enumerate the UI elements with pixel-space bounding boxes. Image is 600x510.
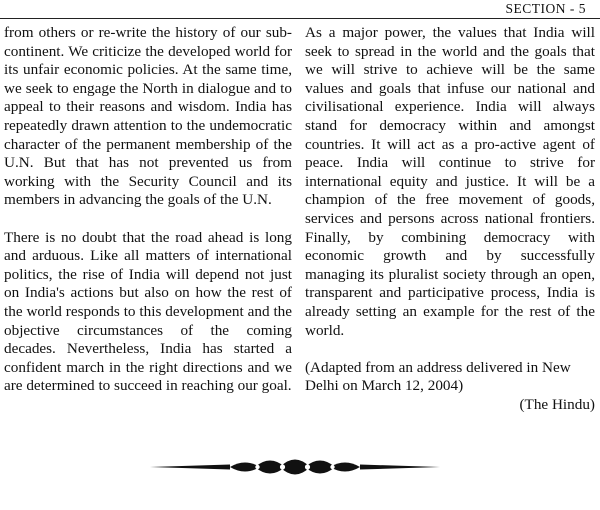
left-paragraph-1: from others or re-write the history of our sub-continent. We criticize the developed world for its unfair economic policies. At the same time, we seek to engage the North in dialogue and to appeal to their reasons and wisdom. India has repeatedly drawn attention to the undemocratic character of the permanent membership of the U.N. But that has not prevented us from working with the Security Council and its members in advancing the goals of the U.N. — [4, 24, 292, 209]
section-label: SECTION - 5 — [505, 1, 586, 16]
header-rule — [0, 18, 600, 19]
left-paragraph-2: There is no doubt that the road ahead is long and arduous. Like all matters of international politics, the rise of India will depend not just on India's actions but also on how the rest of the world responds to this development and the objective circumstances of the coming decades. Nevertheless, India has started a confident march in the right directions and we are determined to succeed in reaching our goal. — [4, 228, 292, 395]
right-paragraph-1: As a major power, the values that India will seek to spread in the world and the goals that we will strive to achieve will be the same values and goals that infuse our national and civilisational experience. India will always stand for democracy within and amongst countries. It will act as a pro-active agent of peace. India will continue to strive for international equity and justice. It will be a champion of the free movement of goods, services and persons across national frontiers. Finally, by combining democracy with economic growth and by successfully managing its pluralist society through an open, transparent and participative process, India is already setting an example for the rest of the world. — [305, 24, 595, 339]
left-column — [4, 24, 292, 396]
source-attribution: (The Hindu) — [519, 395, 595, 413]
citation: (Adapted from an address delivered in New Delhi on March 12, 2004) — [305, 358, 571, 395]
decorative-divider-icon — [150, 452, 440, 482]
right-column — [305, 24, 595, 414]
